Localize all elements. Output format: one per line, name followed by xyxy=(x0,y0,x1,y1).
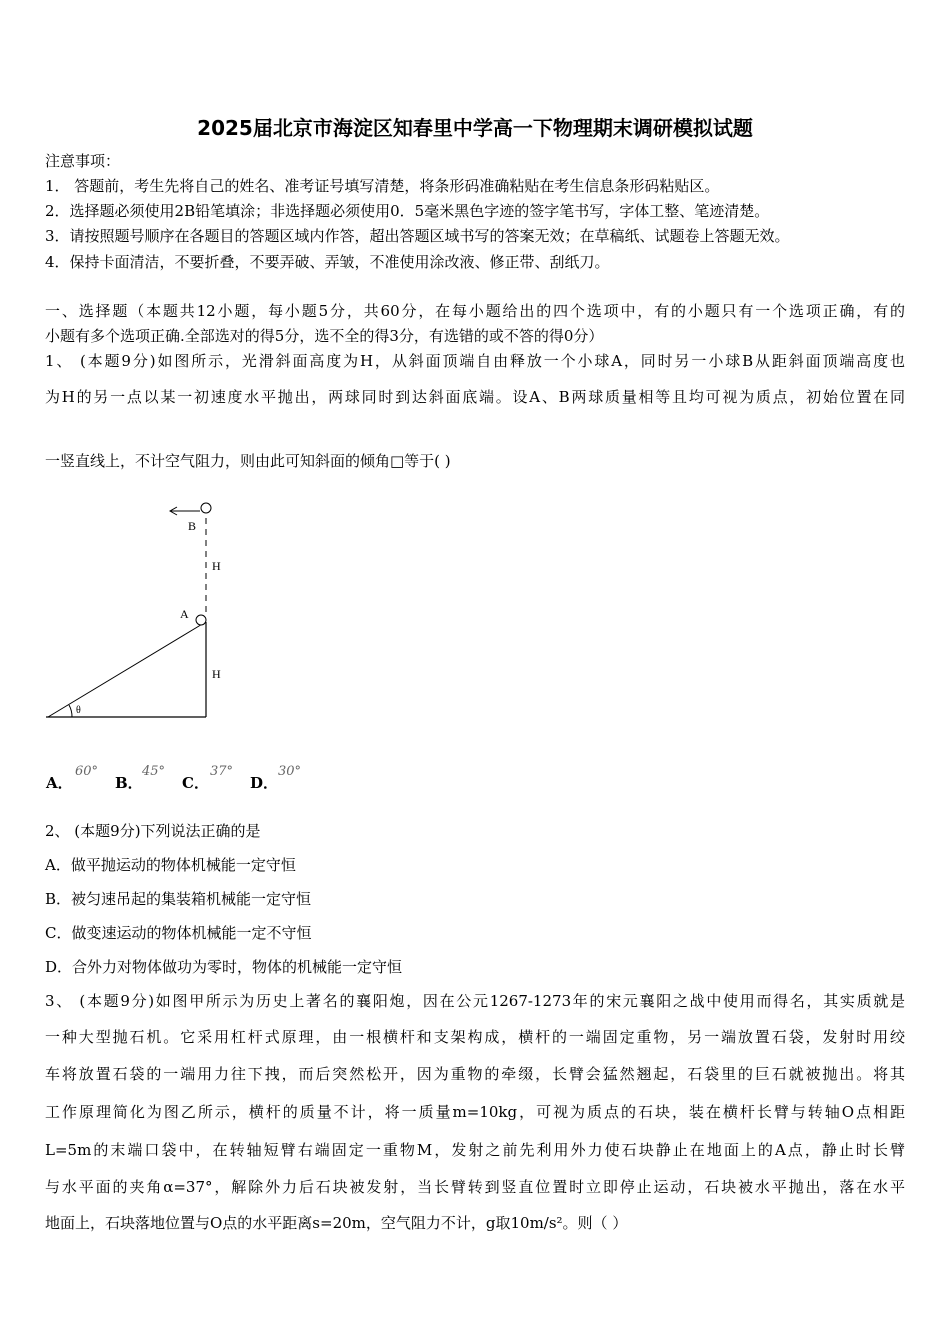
label-h: H xyxy=(212,667,221,681)
option-d-value: 30° xyxy=(278,764,302,779)
question-3-text: 地面上，石块落地位置与O点的水平距离s=20m，空气阻力不计，g取10m/s²。则（ ） xyxy=(45,1214,628,1232)
question-3-text: 一种大型抛石机。它采用杠杆式原理，由一根横杆和支架构成，横杆的一端固定重物，另一端放置石袋，发射时用绞 xyxy=(45,1028,905,1046)
option-c-letter: C． xyxy=(182,774,209,792)
question-2-option: C．做变速运动的物体机械能一定不守恒 xyxy=(45,924,312,942)
notice-item: 4．保持卡面清洁，不要折叠，不要弄破、弄皱，不准使用涂改液、修正带、刮纸刀。 xyxy=(45,253,610,271)
question-3-text: 与水平面的夹角α=37°，解除外力后石块被发射，当长臂转到竖直位置时立即停止运动，石块被水平抛出，落在水平 xyxy=(45,1178,905,1196)
question-3-text: 工作原理简化为图乙所示，横杆的质量不计，将一质量m=10kg，可视为质点的石块，装在横杆长臂与转轴O点相距 xyxy=(45,1103,905,1121)
question-1-text: 1、 (本题9分)如图所示，光滑斜面高度为H，从斜面顶端自由释放一个小球A，同时另一小球B从距斜面顶端高度也 xyxy=(45,352,905,370)
label-h: H xyxy=(212,559,221,573)
ball-a-icon xyxy=(196,615,206,625)
notice-item: 1． 答题前，考生先将自己的姓名、准考证号填写清楚，将条形码准确粘贴在考生信息条形码粘贴区。 xyxy=(45,177,720,195)
question-1-text: 一竖直线上，不计空气阻力，则由此可知斜面的倾角□等于( ) xyxy=(45,452,451,470)
label-theta: θ xyxy=(76,705,81,716)
option-a-letter: A． xyxy=(46,774,73,792)
option-b-letter: B． xyxy=(115,774,143,792)
question-2-option: D．合外力对物体做功为零时，物体的机械能一定守恒 xyxy=(45,958,403,976)
question-3-text: L=5m的末端口袋中，在转轴短臂右端固定一重物M，发射之前先利用外力使石块静止在地面上的A点，静止时长臂 xyxy=(45,1141,905,1159)
label-b: B xyxy=(188,519,197,533)
option-a-value: 60° xyxy=(75,764,99,779)
option-b-value: 45° xyxy=(142,764,166,779)
label-a: A xyxy=(180,607,189,621)
page-title: 2025届北京市海淀区知春里中学高一下物理期末调研模拟试题 xyxy=(197,116,753,140)
notice-item: 3．请按照题号顺序在各题目的答题区域内作答，超出答题区域书写的答案无效；在草稿纸、试题卷上答题无效。 xyxy=(45,227,790,245)
section-instructions: 小题有多个选项正确.全部选对的得5分，选不全的得3分，有选错的或不答的得0分） xyxy=(45,327,604,345)
question-1-text: 为H的另一点以某一初速度水平抛出，两球同时到达斜面底端。设A、B两球质量相等且均可视为质点，初始位置在同 xyxy=(45,388,905,406)
section-instructions: 一、选择题（本题共12小题，每小题5分，共60分，在每小题给出的四个选项中，有的小题只有一个选项正确，有的 xyxy=(45,302,905,320)
incline-slope xyxy=(48,623,204,717)
notice-item: 2．选择题必须使用2B铅笔填涂；非选择题必须使用0．5毫米黑色字迹的签字笔书写，字体工整、笔迹清楚。 xyxy=(45,202,770,220)
option-c-value: 37° xyxy=(210,764,234,779)
option-d-letter: D． xyxy=(250,774,279,792)
question-3-text: 3、 (本题9分)如图甲所示为历史上著名的襄阳炮，因在公元1267-1273年的宋元襄阳之战中使用而得名，其实质就是 xyxy=(45,992,905,1010)
question-2-option: B．被匀速吊起的集装箱机械能一定守恒 xyxy=(45,890,312,908)
ball-b-icon xyxy=(201,503,211,513)
incline-figure xyxy=(40,490,240,730)
question-2-text: 2、 (本题9分)下列说法正确的是 xyxy=(45,822,261,840)
angle-arc xyxy=(69,705,72,717)
notice-heading: 注意事项： xyxy=(45,152,121,170)
question-3-text: 车将放置石袋的一端用力往下拽，而后突然松开，因为重物的牵缀，长臂会猛然翘起，石袋里的巨石就被抛出。将其 xyxy=(45,1065,905,1083)
question-2-option: A．做平抛运动的物体机械能一定守恒 xyxy=(45,856,296,874)
